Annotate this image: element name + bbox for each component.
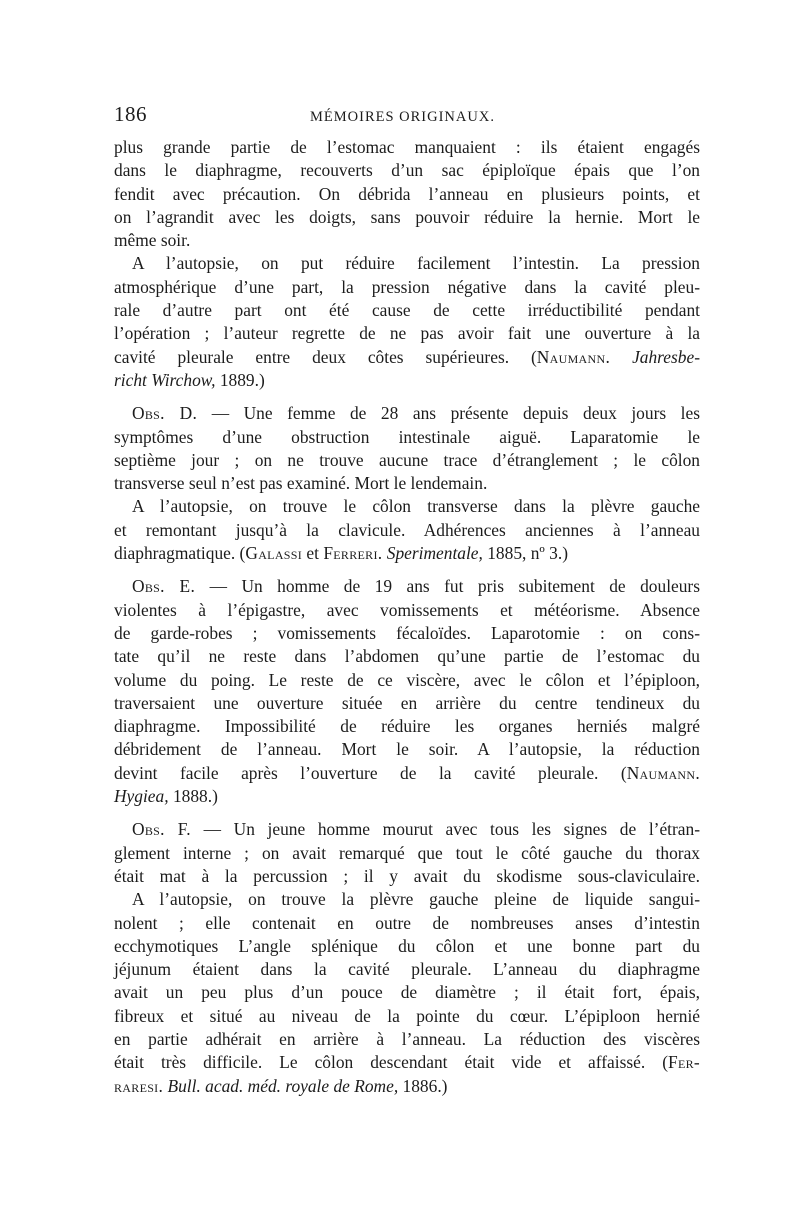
citation-journal: Bull. acad. méd. royale de Rome, — [167, 1075, 399, 1096]
text-run: diaphragmatique. ( — [114, 543, 246, 564]
text-line-citation — [114, 762, 700, 785]
citation-author: Naumann. — [536, 346, 611, 367]
text-line: avait un peu plus d’un pouce de diamètre ; il était fort, épais, — [114, 982, 700, 1003]
text-line: et remontant jusqu’à la clavicule. Adhérences anciennes à l’anneau — [114, 519, 700, 540]
citation-year: 1886.) — [402, 1075, 448, 1096]
text-run: devint facile après l’ouverture de la cavité pleurale. ( — [114, 762, 627, 783]
text-line: plus grande partie de l’estomac manquaient : ils étaient engagés — [114, 137, 700, 157]
text-line — [114, 575, 700, 598]
observation-label: Obs. E. — [132, 576, 196, 597]
text-run: était très difficile. Le côlon descendant était vide et affaissé. ( — [114, 1052, 668, 1073]
text-run: et — [306, 543, 319, 564]
text-line: dans le diaphragme, recouverts d’un sac épiploïque épais que l’on — [114, 160, 700, 181]
observation-label: Obs. F. — [132, 819, 191, 840]
text-line-citation — [114, 542, 700, 565]
text-line: rale d’autre part ont été cause de cette irréductibilité pendant — [114, 300, 700, 321]
text-line: volume du poing. Le reste de ce viscère, avec le côlon et l’épiploon, — [114, 669, 700, 690]
text-line: même soir. — [114, 230, 191, 251]
paragraph-continuation — [114, 136, 700, 252]
citation-author: Ferreri. — [323, 543, 383, 564]
observation-f — [114, 818, 700, 1098]
text-line — [114, 402, 700, 425]
text-run: — Un jeune homme mourut avec tous les signes de l’étran- — [203, 819, 700, 840]
paragraph-autopsy — [114, 252, 700, 392]
text-line: A l’autopsie, on put réduire facilement l’intestin. La pression — [132, 253, 700, 274]
page-number: 186 — [114, 102, 147, 126]
text-line-citation — [114, 1075, 700, 1098]
text-line: diaphragme. Impossibilité de réduire les organes herniés malgré — [114, 716, 700, 737]
running-head — [114, 100, 700, 136]
text-run: — Une femme de 28 ans présente depuis deux jours les — [211, 403, 700, 424]
text-line: jéjunum étaient dans la cavité pleurale. L’anneau du diaphragme — [114, 959, 700, 980]
text-line — [114, 818, 700, 841]
citation-journal: Jahresbe- — [632, 346, 700, 367]
text-line: traversaient une ouverture située en arrière du centre tendineux du — [114, 692, 700, 713]
citation-author: Galassi — [245, 543, 303, 564]
text-line: tate qu’il ne reste dans l’abdomen qu’une partie de l’estomac du — [114, 646, 700, 667]
citation-year: 1885, nº 3.) — [487, 543, 568, 564]
text-line-citation — [114, 785, 700, 808]
observation-label: Obs. D. — [132, 403, 198, 424]
text-line: l’opération ; l’auteur regrette de ne pas avoir fait une ouverture à la — [114, 323, 700, 344]
text-line: fibreux et situé au niveau de la pointe du cœur. L’épiploon hernié — [114, 1005, 700, 1026]
text-line-citation — [114, 369, 700, 392]
text-line: on l’agrandit avec les doigts, sans pouvoir réduire la hernie. Mort le — [114, 206, 700, 227]
text-line: A l’autopsie, on trouve la plèvre gauche pleine de liquide sangui- — [132, 889, 700, 910]
text-line: en partie adhérait en arrière à l’anneau. La réduction des viscères — [114, 1028, 700, 1049]
text-line: atmosphérique d’une part, la pression négative dans la cavité pleu- — [114, 276, 700, 297]
text-line-citation — [114, 1051, 700, 1074]
observation-e — [114, 575, 700, 808]
text-line: glement interne ; on avait remarqué que tout le côté gauche du thorax — [114, 842, 700, 863]
text-line: de garde-robes ; vomissements fécaloïdes. Laparotomie : on cons- — [114, 622, 700, 643]
text-line: débridement de l’anneau. Mort le soir. A l’autopsie, la réduction — [114, 739, 700, 760]
running-title: MÉMOIRES ORIGINAUX. — [310, 109, 495, 125]
citation-author: Naumann. — [626, 762, 700, 783]
text-line: violentes à l’épigastre, avec vomissements et météorisme. Absence — [114, 599, 700, 620]
citation-year: 1889.) — [219, 369, 265, 390]
text-line: transverse seul n’est pas examiné. Mort le lendemain. — [114, 473, 488, 494]
citation-journal: Sperimentale, — [386, 543, 483, 564]
text-line: était mat à la percussion ; il y avait du skodisme sous-claviculaire. — [114, 865, 700, 886]
citation-author: raresi. — [114, 1075, 164, 1096]
citation-year: 1888.) — [172, 786, 218, 807]
text-line: nolent ; elle contenait en outre de nombreuses anses d’intestin — [114, 912, 700, 933]
document-page — [114, 100, 700, 1098]
citation-author: Fer- — [668, 1052, 700, 1073]
text-line: septième jour ; on ne trouve aucune trace d’étranglement ; le côlon — [114, 449, 700, 470]
text-line: ecchymotiques L’angle splénique du côlon et une bonne part du — [114, 935, 700, 956]
citation-journal: Hygiea, — [114, 786, 169, 807]
text-run: cavité pleurale entre deux côtes supérieures. ( — [114, 346, 537, 367]
observation-d — [114, 402, 700, 565]
citation-journal: richt Wirchow, — [114, 369, 216, 390]
text-line-citation — [114, 346, 700, 369]
text-line: symptômes d’une obstruction intestinale aiguë. Laparatomie le — [114, 426, 700, 447]
text-line: A l’autopsie, on trouve le côlon transverse dans la plèvre gauche — [132, 496, 700, 517]
text-line: fendit avec précaution. On débrida l’anneau en plusieurs points, et — [114, 183, 700, 204]
text-run: — Un homme de 19 ans fut pris subitement de douleurs — [209, 576, 700, 597]
